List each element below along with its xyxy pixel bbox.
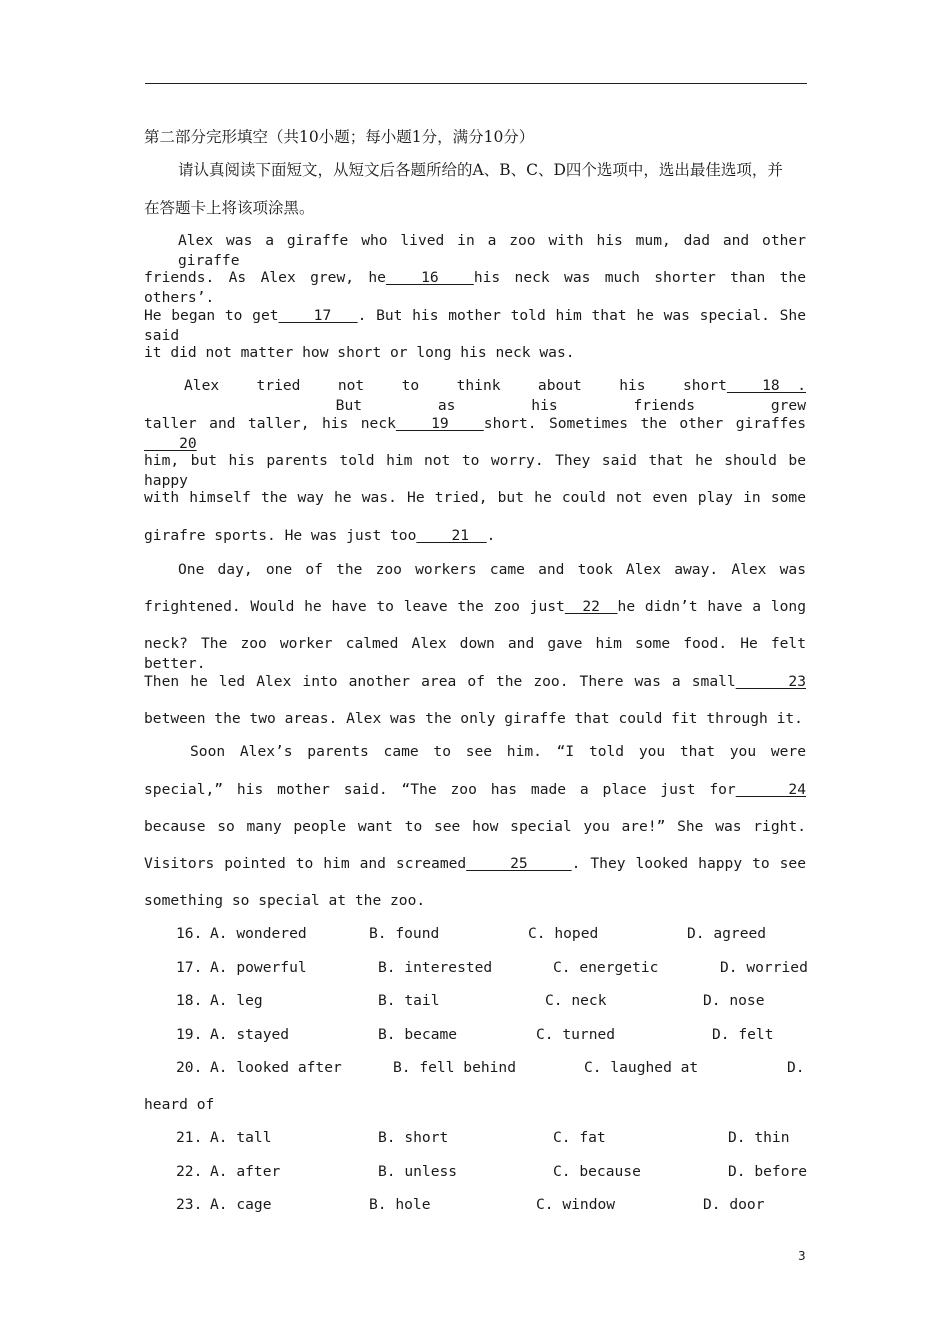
passage-line: something so special at the zoo. — [144, 892, 426, 909]
instruction-line-2: 在答题卡上将该项涂黑。 — [144, 199, 315, 217]
passage-line: neck? The zoo worker calmed Alex down and gave him some food. He felt better. — [144, 635, 806, 672]
passage-line: frightened. Would he have to leave the zoo just 22 he didn’t have a long — [144, 598, 806, 615]
passage-line: He began to get 17 . But his mother told him that he was special. She said — [144, 307, 807, 344]
option-b[interactable]: B. found — [369, 925, 440, 942]
instruction-line-1: 请认真阅读下面短文，从短文后各题所给的A、B、C、D四个选项中，选出最佳选项，并 — [178, 161, 783, 179]
option-b[interactable]: B. unless — [378, 1163, 458, 1180]
option-a[interactable]: A. leg — [210, 992, 263, 1009]
option-c[interactable]: C. neck — [545, 992, 607, 1009]
passage-line: Alex tried not to think about his short 18 . But as his friends grew — [184, 377, 806, 414]
passage-line: Alex was a giraffe who lived in a zoo with his mum, dad and other giraffe — [178, 232, 806, 269]
option-d[interactable]: D. agreed — [687, 925, 767, 942]
option-d[interactable]: D. worried — [720, 959, 808, 976]
option-a[interactable]: A. cage — [210, 1196, 272, 1213]
option-a[interactable]: A. powerful — [210, 959, 307, 976]
section-heading: 第二部分完形填空（共10小题；每小题1分，满分10分） — [144, 128, 535, 146]
blank-19: 19 — [395, 415, 484, 432]
option-c[interactable]: C. window — [536, 1196, 616, 1213]
passage-line: him, but his parents told him not to worry. They said that he should be happy — [144, 452, 806, 489]
passage-line: friends. As Alex grew, he 16 his neck was much shorter than the others’. — [144, 269, 806, 306]
passage-line: One day, one of the zoo workers came and took Alex away. Alex was — [178, 561, 806, 578]
passage-line: Then he led Alex into another area of the zoo. There was a small 23 — [144, 673, 806, 690]
option-d[interactable]: D. thin — [728, 1129, 790, 1146]
passage-line: taller and taller, his neck 19 short. Sometimes the other giraffes 20 — [144, 415, 806, 452]
header-rule — [145, 83, 807, 84]
passage-line: between the two areas. Alex was the only giraffe that could fit through it. — [144, 710, 803, 727]
passage-line: because so many people want to see how special you are!” She was right. — [144, 818, 806, 835]
option-c[interactable]: C. energetic — [553, 959, 659, 976]
option-d[interactable]: D. door — [703, 1196, 765, 1213]
option-a[interactable]: A. wondered — [210, 925, 307, 942]
option-c[interactable]: C. laughed at — [584, 1059, 699, 1076]
option-a[interactable]: A. stayed — [210, 1026, 290, 1043]
option-c[interactable]: C. fat — [553, 1129, 606, 1146]
option-b[interactable]: B. short — [378, 1129, 449, 1146]
option-b[interactable]: B. became — [378, 1026, 458, 1043]
passage-line: Visitors pointed to him and screamed 25 . They looked happy to see — [144, 855, 806, 872]
blank-22: 22 — [564, 598, 618, 615]
blank-18: 18 . — [726, 377, 806, 394]
passage-line: special,” his mother said. “The zoo has made a place just for 24 — [144, 781, 806, 798]
document-page: 第二部分完形填空（共10小题；每小题1分，满分10分） 请认真阅读下面短文，从短文后各题所给的A、B、C、D四个选项中，选出最佳选项，并 在答题卡上将该项涂黑。 Alex was a giraffe who lived in a zoo with his mum, dad and other giraffe friends. As Alex grew, he 16 his neck was much shorter than the others’. He began to get 17 . But his mother told him that he was special. She said it did not matter how short or long his neck was. Alex tried not to think about his short 18 . But as his friends grew taller and taller, his neck 19 short. Sometimes the other giraffes 20 him, but his parents told him not to worry. They said that he should be happy with himself the way he was. He tried, but he could not even play in some girafre sports. He was just too 21 . One day, one of the zoo workers came and took Alex away. Alex was frightened. Would he have to leave the zoo just 22 he didn’t have a long neck? The zoo worker calmed Alex down and gave him some food. He felt better. Then he led Alex into another area of the zoo. There was a small 23 between the two areas. Alex was the only giraffe that could fit through it. Soon Alex’s parents came to see him. “I told you that you were special,” his mother said. “The zoo has made a place just for 24 because so many people want to see how special you are!” She was right. Visitors pointed to him and screamed 25 . They looked happy to see something so special at the zoo. 16. A. wondered B. found C. hoped D. agreed 17. A. powerful B. interested C. energetic D. worried 18. A. leg B. tail C. neck D. nose 19. A. stayed B. became C. turned D. felt 20. A. looked after B. fell behind C. laughed at D. heard of 21. A. tall B. short C. fat D. thin 22. A. after B. unless C. because D. before 23. A. cage B. hole C. window D. door 3 — [0, 0, 950, 1344]
option-b[interactable]: B. tail — [378, 992, 440, 1009]
option-c[interactable]: C. turned — [536, 1026, 616, 1043]
option-b[interactable]: B. hole — [369, 1196, 431, 1213]
option-d[interactable]: D. before — [728, 1163, 808, 1180]
option-d[interactable]: D. — [787, 1059, 805, 1076]
option-a[interactable]: A. tall — [210, 1129, 272, 1146]
passage-line: it did not matter how short or long his neck was. — [144, 344, 575, 361]
option-c[interactable]: C. hoped — [528, 925, 599, 942]
page-number: 3 — [798, 1249, 806, 1263]
option-c[interactable]: C. because — [553, 1163, 641, 1180]
blank-16: 16 — [385, 269, 474, 286]
passage-line: with himself the way he was. He tried, but he could not even play in some — [144, 489, 806, 506]
option-d[interactable]: D. nose — [703, 992, 765, 1009]
blank-25: 25 — [466, 855, 572, 872]
blank-20: 20 — [144, 435, 197, 452]
blank-23: 23 — [735, 673, 806, 690]
option-a[interactable]: A. after — [210, 1163, 281, 1180]
blank-24: 24 — [735, 781, 806, 798]
option-a[interactable]: A. looked after — [210, 1059, 342, 1076]
passage-line: girafre sports. He was just too 21 . — [144, 527, 496, 544]
passage-line: Soon Alex’s parents came to see him. “I told you that you were — [190, 743, 806, 760]
blank-17: 17 — [278, 307, 358, 324]
blank-21: 21 — [416, 527, 487, 544]
option-d[interactable]: D. felt — [712, 1026, 774, 1043]
option-d-continuation: heard of — [144, 1096, 215, 1113]
option-b[interactable]: B. interested — [378, 959, 493, 976]
option-b[interactable]: B. fell behind — [393, 1059, 517, 1076]
